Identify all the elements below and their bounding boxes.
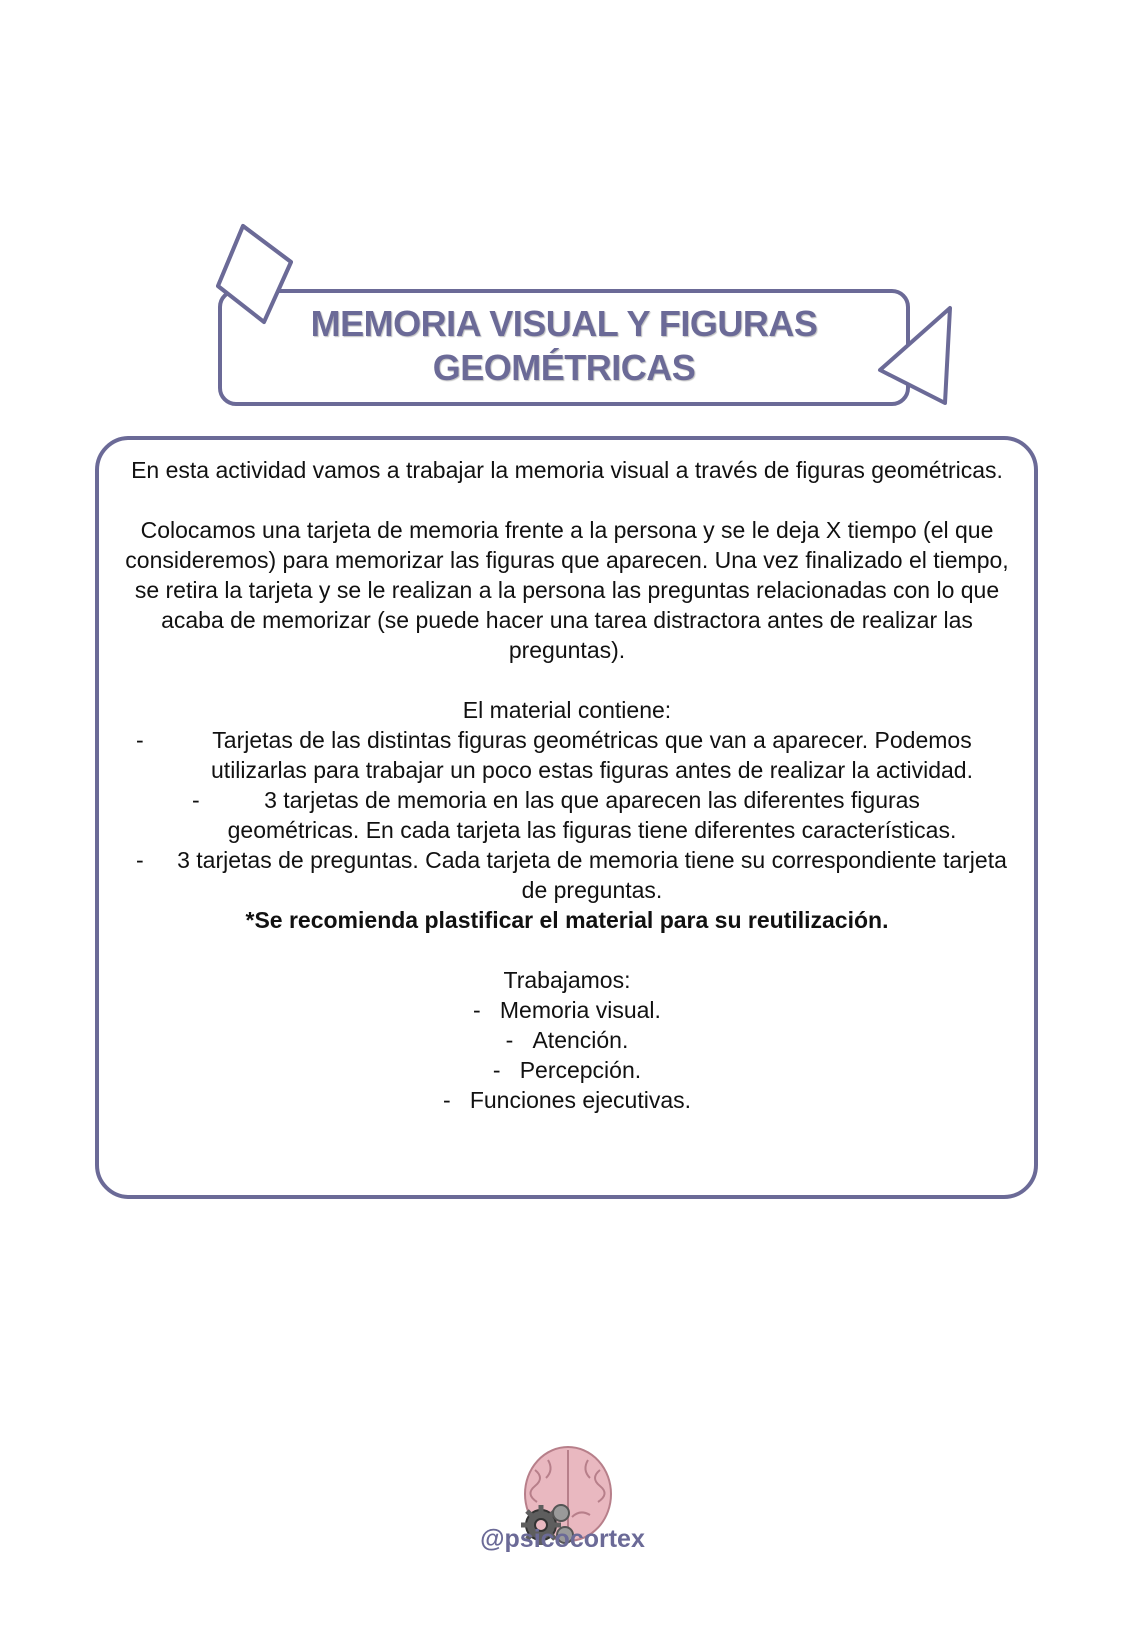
brand-handle: @psicocortex	[480, 1525, 645, 1553]
list-item: - Funciones ejecutivas.	[442, 1087, 692, 1113]
material-heading: El material contiene:	[462, 697, 672, 723]
intro-text: En esta actividad vamos a trabajar la memoria visual a través de figuras geométricas.	[131, 457, 1003, 483]
work-heading: Trabajamos:	[503, 967, 631, 993]
recommendation-text: *Se recomienda plastificar el material para su reutilización.	[245, 907, 889, 933]
title-line-2: GEOMÉTRICAS	[432, 347, 696, 388]
procedure-text: Colocamos una tarjeta de memoria frente a la persona y se le deja X tiempo (el que consideremos) para memorizar las figuras que aparecen. Una vez finalizado el tiempo, se retira la tarjeta y se le realizan a la persona las preguntas relacionadas con lo que acaba de memorizar (se puede hacer una tarea distractora antes de realizar las preguntas).	[125, 517, 1009, 663]
title-line-1: MEMORIA VISUAL Y FIGURAS	[310, 303, 818, 344]
list-item: - Memoria visual.	[473, 997, 661, 1023]
list-item: - Percepción.	[492, 1057, 642, 1083]
list-dash: -	[192, 787, 200, 813]
list-item: - Atención.	[505, 1027, 629, 1053]
work-item-3: Percepción.	[519, 1057, 642, 1083]
work-item-4: Funciones ejecutivas.	[469, 1087, 692, 1113]
work-item-1: Memoria visual.	[499, 997, 661, 1023]
work-item-2: Atención.	[532, 1027, 629, 1053]
material-item-1: Tarjetas de las distintas figuras geométricas que van a aparecer. Podemos utilizarlas para trabajar un poco estas figuras antes de realizar la actividad.	[211, 727, 973, 783]
material-item-3: 3 tarjetas de preguntas. Cada tarjeta de memoria tiene su correspondiente tarjeta de preguntas.	[177, 847, 1007, 903]
list-dash: -	[136, 727, 144, 753]
material-item-2: 3 tarjetas de memoria en las que aparecen las diferentes figuras geométricas. En cada tarjeta las figuras tiene diferentes características.	[227, 787, 957, 843]
list-dash: -	[136, 847, 144, 873]
